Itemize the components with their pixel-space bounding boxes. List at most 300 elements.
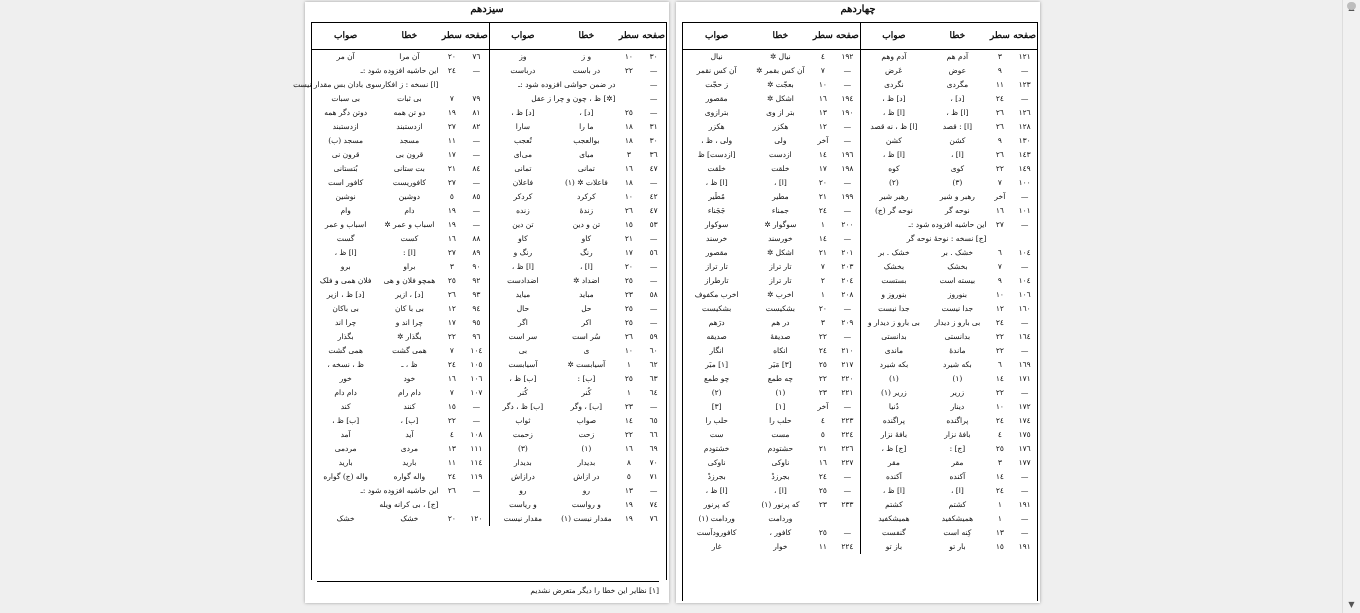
table-cell: ۱۹ xyxy=(447,108,456,117)
table-cell: [ا] ، xyxy=(951,150,964,159)
table-cell: دینار xyxy=(950,402,965,411)
table-cell: ۷ xyxy=(449,388,454,397)
table-cell: کافور ، xyxy=(769,528,792,537)
table-cell: قرون نی xyxy=(331,150,360,159)
table-cell: کند xyxy=(340,402,351,411)
table-cell: ۱٦ xyxy=(447,374,456,383)
column-header: صفحه xyxy=(835,23,860,50)
footnote: [۱] نظایر این خطا را دیگر متعرض نشدیم xyxy=(317,581,659,595)
table-cell: ۱٦ xyxy=(818,458,827,467)
table-cell: بخشک xyxy=(947,262,968,271)
table-cell: ۱۸ xyxy=(624,136,633,145)
table-cell: وز xyxy=(489,50,556,65)
table-cell: بگذار xyxy=(337,332,354,341)
table-row xyxy=(312,260,666,274)
table-row xyxy=(683,400,1037,414)
table-cell: — xyxy=(649,318,658,327)
table-row xyxy=(683,78,1037,92)
table-cell: میاید xyxy=(489,288,556,302)
table-row xyxy=(683,232,1037,246)
column-header: صواب xyxy=(312,23,379,50)
table-cell: ۲۰ xyxy=(447,52,456,61)
table-cell: چو طمع xyxy=(704,374,730,383)
table-cell: چه طمع xyxy=(767,374,794,383)
table-cell: پراگنده xyxy=(946,416,969,425)
table-cell: در باست xyxy=(572,66,601,75)
table-cell: ۱۰ xyxy=(624,192,633,201)
table-cell: ۱٦۰ xyxy=(1018,304,1031,313)
table-cell: [ب] : xyxy=(577,374,596,383)
table-row xyxy=(683,50,1037,65)
table-cell: ۱۹ xyxy=(447,220,456,229)
table-cell: اضداد ✲ xyxy=(573,276,600,285)
table-cell: بشکیست xyxy=(702,304,732,313)
table-row xyxy=(683,246,1037,260)
table-cell: ٦۲ xyxy=(649,360,658,369)
table-cell: رو xyxy=(489,484,556,498)
table-cell: ۲۲ xyxy=(818,374,827,383)
table-cell: تن و دین xyxy=(572,220,601,229)
table-cell: ۱۹۸ xyxy=(841,164,854,173)
table-cell: ۸۲ xyxy=(472,122,481,131)
table-cell: کرکرد xyxy=(576,192,596,201)
table-cell: چرا اند xyxy=(334,318,357,327)
table-cell: — xyxy=(843,80,852,89)
table-row xyxy=(683,148,1037,162)
table-cell: — xyxy=(649,66,658,75)
table-cell: فلان همی و فلک xyxy=(319,276,372,285)
table-header-row xyxy=(312,23,666,50)
table-cell: رنگ و xyxy=(489,246,556,260)
table-cell: — xyxy=(843,206,852,215)
table-cell: اسباب و عمر xyxy=(324,220,367,229)
table-cell: ۱۹٦ xyxy=(841,150,854,159)
table-cell: بشکیست xyxy=(765,304,796,313)
table-cell: ۱۲ xyxy=(447,304,456,313)
errata-table xyxy=(293,23,666,526)
table-cell: که پرنور xyxy=(703,500,730,509)
table-cell: [ا] نسخه : ز افکارسوی بادان بس مقدار نیست xyxy=(293,80,439,89)
table-cell: جَجَناء xyxy=(707,206,726,215)
table-cell: دام رام xyxy=(397,388,421,397)
table-cell: ۲۰۹ xyxy=(841,318,854,327)
table-cell: ۲٦ xyxy=(447,290,456,299)
table-cell: — xyxy=(649,108,658,117)
table-cell: ۱۱ xyxy=(447,136,456,145)
errata-page-right xyxy=(676,2,1040,603)
table-cell: اخرب مکفوف xyxy=(694,290,739,299)
table-cell: ۷ xyxy=(997,262,1002,271)
table-cell: و ریاست xyxy=(489,498,556,512)
table-row xyxy=(683,498,1037,512)
table-cell: ٦ xyxy=(997,248,1002,257)
table-cell: بترازوی xyxy=(704,108,729,117)
table-cell: خود xyxy=(403,374,416,383)
table-cell: کست xyxy=(400,234,419,243)
table-cell: ۲٦ xyxy=(995,122,1004,131)
table-cell: اضدادست xyxy=(489,274,556,288)
table-cell: ۱۰۸ xyxy=(470,430,483,439)
table-cell: قرون بی xyxy=(395,150,424,159)
table-cell: — xyxy=(472,178,481,187)
table-cell: ٦ xyxy=(997,360,1002,369)
errata-frame xyxy=(293,22,667,580)
table-cell: ۲۰۳ xyxy=(841,262,854,271)
table-cell: خرسند xyxy=(706,234,728,243)
table-cell: کاو xyxy=(581,234,592,243)
table-cell: ۷ xyxy=(820,262,825,271)
table-cell: خشتودم xyxy=(703,444,730,453)
table-cell: انکاه xyxy=(773,346,788,355)
table-cell: ظ ، نسخه ، xyxy=(327,360,364,369)
table-cell xyxy=(312,498,379,512)
table-cell: [د] ظ ، xyxy=(860,92,927,106)
table-cell: انگار xyxy=(709,346,724,355)
table-cell: [ج] نسخه : نوحهٔ نوحه گر xyxy=(906,234,987,243)
table-row xyxy=(312,232,666,246)
table-cell: — xyxy=(1020,528,1029,537)
table-cell: بارید xyxy=(402,458,417,467)
table-cell: فاعلان xyxy=(489,176,556,190)
table-cell: ۱۷۲ xyxy=(1018,402,1031,411)
table-cell: زحمت xyxy=(489,428,556,442)
column-header: سطر xyxy=(810,23,835,50)
table-cell: ۲۰۱ xyxy=(841,248,854,257)
table-row xyxy=(683,414,1037,428)
table-row xyxy=(683,316,1037,330)
table-cell: بی باکان xyxy=(332,304,359,313)
table-row xyxy=(683,386,1037,400)
table-row xyxy=(312,64,666,78)
column-header: صواب xyxy=(860,23,927,50)
table-cell: — xyxy=(649,262,658,271)
table-cell: [ا] : xyxy=(402,248,416,257)
table-row xyxy=(312,330,666,344)
table-row xyxy=(312,204,666,218)
table-cell: ۲٦ xyxy=(624,206,633,215)
table-cell: [ا] ظ ، xyxy=(705,486,728,495)
table-cell: ۱٥ xyxy=(447,402,456,411)
table-cell: — xyxy=(843,234,852,243)
table-cell: برو xyxy=(340,262,351,271)
table-row xyxy=(312,442,666,456)
table-cell: بیسته است xyxy=(939,276,976,285)
table-cell: ۱۰٤ xyxy=(1018,248,1031,257)
table-cell: ۲٥ xyxy=(995,444,1004,453)
table-cell: مطیر xyxy=(772,192,789,201)
table-cell: ٦٤ xyxy=(649,388,658,397)
column-header: صفحه xyxy=(464,23,489,50)
table-cell: خشک xyxy=(336,514,355,523)
table-cell: — xyxy=(649,178,658,187)
table-cell: درَهم xyxy=(708,318,725,327)
table-cell: زریر (۱) xyxy=(860,386,927,400)
table-cell: — xyxy=(1020,486,1029,495)
table-cell: دوشین xyxy=(398,192,420,201)
table-cell: ولی ، ظ ، xyxy=(701,136,733,145)
table-cell: ۱۹۱ xyxy=(1018,542,1031,551)
table-cell: دُنیا xyxy=(860,400,927,414)
column-header: سطر xyxy=(987,23,1012,50)
column-header: صفحه xyxy=(641,23,666,50)
table-cell: تمانی xyxy=(577,164,595,173)
table-cell: ۲۱ xyxy=(818,248,827,257)
table-cell: ٥ xyxy=(820,430,825,439)
table-cell: بدانستی xyxy=(860,330,927,344)
column-header: صفحه xyxy=(1012,23,1037,50)
table-row xyxy=(312,470,666,484)
table-cell: که پرنور (۱) xyxy=(761,500,800,509)
table-cell: ۲٤ xyxy=(447,360,456,369)
table-cell: مباید xyxy=(579,290,594,299)
table-cell xyxy=(616,78,641,92)
table-cell: — xyxy=(472,206,481,215)
table-cell: ٦٥ xyxy=(649,416,658,425)
table-cell: خشک xyxy=(400,514,419,523)
table-cell: بت ستانی xyxy=(393,164,425,173)
table-row xyxy=(683,302,1037,316)
table-cell: [ج] ، بی کرانه ویله xyxy=(379,500,439,509)
table-cell: [د] ، xyxy=(950,94,965,103)
table-cell: ۱۳ xyxy=(624,486,633,495)
table-cell: کشتم xyxy=(860,498,927,512)
table-cell: [ا] ظ ، xyxy=(946,108,969,117)
table-cell: ۱۸ xyxy=(624,122,633,131)
table-cell: ناوکی xyxy=(707,458,726,467)
table-cell: درباست xyxy=(489,64,556,78)
table-cell: — xyxy=(843,136,852,145)
table-cell: ۲۰۸ xyxy=(841,290,854,299)
table-row xyxy=(312,78,666,92)
table-cell: (۱) xyxy=(775,388,786,397)
table-cell: ماندهٔ xyxy=(949,346,966,355)
table-cell: ۳ xyxy=(820,318,825,327)
table-row xyxy=(312,50,666,65)
table-row xyxy=(312,190,666,204)
table-cell: [د] ، ازیر xyxy=(395,290,424,299)
table-cell: ۲۳ xyxy=(624,402,633,411)
table-cell: ۱ xyxy=(820,290,825,299)
table-cell: آن کس نقمر xyxy=(696,66,737,75)
table-cell: تار تراز xyxy=(769,262,792,271)
table-cell: ۱٤۹ xyxy=(1018,164,1031,173)
table-cell: ۱٦ xyxy=(995,206,1004,215)
table-cell: ۱۹۹ xyxy=(841,192,854,201)
vertical-scrollbar[interactable] xyxy=(1342,0,1360,613)
table-row xyxy=(312,316,666,330)
table-cell: [۱] xyxy=(775,402,786,411)
table-cell: ۲۲٦ xyxy=(841,444,854,453)
table-cell: — xyxy=(1020,514,1029,523)
table-cell: ۱٦۹ xyxy=(1018,360,1031,369)
table-cell: زنده xyxy=(489,204,556,218)
table-cell xyxy=(987,232,1012,246)
table-cell: بکه شیرد xyxy=(943,360,972,369)
table-cell: ۹٦ xyxy=(472,332,481,341)
table-cell: ۱٥ xyxy=(995,542,1004,551)
table-cell: سارا xyxy=(489,120,556,134)
table-cell: رو xyxy=(582,486,590,495)
table-row xyxy=(312,218,666,232)
table-cell: [ا] ، xyxy=(580,262,593,271)
table-cell: خلقت xyxy=(707,164,726,173)
table-cell: ۲٥ xyxy=(818,486,827,495)
table-cell: ۲٦ xyxy=(447,486,456,495)
table-cell: ثواب xyxy=(489,414,556,428)
table-cell: ٥٦ xyxy=(649,248,658,257)
table-cell: تمانی xyxy=(489,162,556,176)
table-cell: ۱٥ xyxy=(624,220,633,229)
table-cell: بعجّت ✲ xyxy=(767,80,794,89)
table-cell: ۱۷٤ xyxy=(1018,416,1031,425)
table-cell: ۲۳ xyxy=(818,500,827,509)
table-cell: ۱۹۱ xyxy=(1018,500,1031,509)
table-cell: ۳۰ xyxy=(649,136,658,145)
table-cell: ٥ xyxy=(449,192,454,201)
table-cell: مُطَیر xyxy=(708,192,725,201)
page-title: سیزدهم xyxy=(470,4,504,15)
table-cell: کنند xyxy=(403,402,416,411)
table-cell xyxy=(810,512,835,526)
table-cell: [د] ، xyxy=(579,108,594,117)
table-cell: — xyxy=(843,332,852,341)
table-row xyxy=(683,92,1037,106)
table-cell: ۱۱ xyxy=(818,542,827,551)
table-cell: — xyxy=(843,528,852,537)
table-cell: — xyxy=(843,402,852,411)
table-cell: ٤۷ xyxy=(649,206,658,215)
table-cell: ۱۲۸ xyxy=(1018,122,1031,131)
table-row xyxy=(683,484,1037,498)
table-cell: هکزر xyxy=(772,122,789,131)
table-cell: رهبر و شیر xyxy=(939,192,975,201)
table-cell: چرا اند و xyxy=(395,318,424,327)
table-cell: ازدستبند xyxy=(396,122,423,131)
table-row xyxy=(683,260,1037,274)
table-cell: دام xyxy=(404,206,415,215)
table-cell: [ا] ظ ، xyxy=(860,148,927,162)
table-row xyxy=(683,288,1037,302)
table-cell: مردی xyxy=(400,444,419,453)
table-cell: بجرزدْ xyxy=(707,472,726,481)
table-cell: این حاشیه افزوده شود :ـ xyxy=(360,66,439,75)
table-row xyxy=(312,176,666,190)
table-cell: ۱۸ xyxy=(624,178,633,187)
table-cell: میای xyxy=(579,150,594,159)
table-cell: مسجد (ب) xyxy=(328,136,364,145)
table-cell: ٥٣ xyxy=(649,220,658,229)
table-cell: [ا] ، xyxy=(774,178,787,187)
table-cell: ۱۹ xyxy=(447,206,456,215)
table-cell: ۱ xyxy=(626,388,631,397)
table-cell: ۲٥ xyxy=(624,304,633,313)
table-cell: واله گواره xyxy=(393,472,426,481)
table-cell: صدیقه xyxy=(706,332,727,341)
table-cell: — xyxy=(1020,388,1029,397)
table-cell: ۱۰٦ xyxy=(470,374,483,383)
table-cell: ۱٤ xyxy=(818,234,827,243)
table-cell: باز تو xyxy=(860,540,927,554)
column-header: سطر xyxy=(439,23,464,50)
table-cell: تارطراز xyxy=(704,276,729,285)
table-cell: گنفست xyxy=(860,526,927,540)
table-cell: زریر xyxy=(950,388,965,397)
scroll-thumb[interactable] xyxy=(1347,2,1356,10)
table-cell: ۲۲٤ xyxy=(841,542,854,551)
table-cell: ۱۰۷ xyxy=(470,388,483,397)
table-cell xyxy=(439,78,464,92)
table-cell: واله (ج) گواره xyxy=(323,472,368,481)
table-cell: ۲٦ xyxy=(995,108,1004,117)
table-cell: ۱٤ xyxy=(995,472,1004,481)
table-cell: کاو xyxy=(489,232,556,246)
table-cell: براو xyxy=(403,262,416,271)
table-cell: بستست xyxy=(860,274,927,288)
table-cell xyxy=(616,92,641,106)
column-header: خطا xyxy=(927,23,987,50)
table-cell: — xyxy=(843,178,852,187)
table-cell: تن دین xyxy=(489,218,556,232)
table-cell: ۱۰ xyxy=(624,52,633,61)
table-cell: در هم xyxy=(771,318,790,327)
table-cell: [د] ظ ، ازیر xyxy=(326,290,365,299)
table-cell: نیال xyxy=(710,52,723,61)
table-cell: ۲۲ xyxy=(818,332,827,341)
table-cell: بارید xyxy=(338,458,353,467)
table-row xyxy=(683,176,1037,190)
table-cell: ۱۷ xyxy=(447,318,456,327)
table-cell: ۱۷ xyxy=(447,150,456,159)
table-cell: ۱٦ xyxy=(447,234,456,243)
table-cell: کافور است xyxy=(328,178,364,187)
table-row xyxy=(312,428,666,442)
table-cell: ۲۰ xyxy=(818,178,827,187)
table-cell: ٦۰ xyxy=(649,346,658,355)
table-cell: ۱۲ xyxy=(995,304,1004,313)
table-cell: اشکل ✲ xyxy=(766,94,794,103)
table-cell: ۱۰ xyxy=(995,290,1004,299)
table-cell: صدیقهٔ xyxy=(770,332,791,341)
table-cell: خشک . بر xyxy=(941,248,974,257)
table-cell: ۲٤ xyxy=(995,486,1004,495)
table-row xyxy=(683,274,1037,288)
table-cell: وردامت (۱) xyxy=(698,514,735,523)
table-cell: — xyxy=(649,486,658,495)
table-cell: کوه xyxy=(860,162,927,176)
table-cell: ی xyxy=(583,346,590,355)
table-cell: حشتودم xyxy=(767,444,794,453)
table-cell: ۹۰ xyxy=(472,262,481,271)
table-cell: ۱۹ xyxy=(624,500,633,509)
table-cell: ۹۳ xyxy=(472,290,481,299)
table-cell: — xyxy=(1020,262,1029,271)
table-cell: غار xyxy=(711,542,722,551)
table-cell: ۱٦٤ xyxy=(1018,332,1031,341)
table-cell: ۸۸ xyxy=(472,234,481,243)
table-cell: [ب] ظ ، دگر xyxy=(489,400,556,414)
table-cell: ناوکی xyxy=(771,458,790,467)
table-cell: ۱۰٥ xyxy=(470,360,483,369)
table-cell: کُنر xyxy=(489,386,556,400)
table-cell: — xyxy=(472,150,481,159)
table-cell: بدیدار xyxy=(577,458,596,467)
table-cell: ۷٦ xyxy=(649,514,658,523)
table-cell: ۷ xyxy=(997,178,1002,187)
column-header: صواب xyxy=(683,23,750,50)
table-cell: ۱٤ xyxy=(818,150,827,159)
scroll-down-icon[interactable]: ▼ xyxy=(1348,600,1355,609)
table-cell xyxy=(464,78,489,92)
